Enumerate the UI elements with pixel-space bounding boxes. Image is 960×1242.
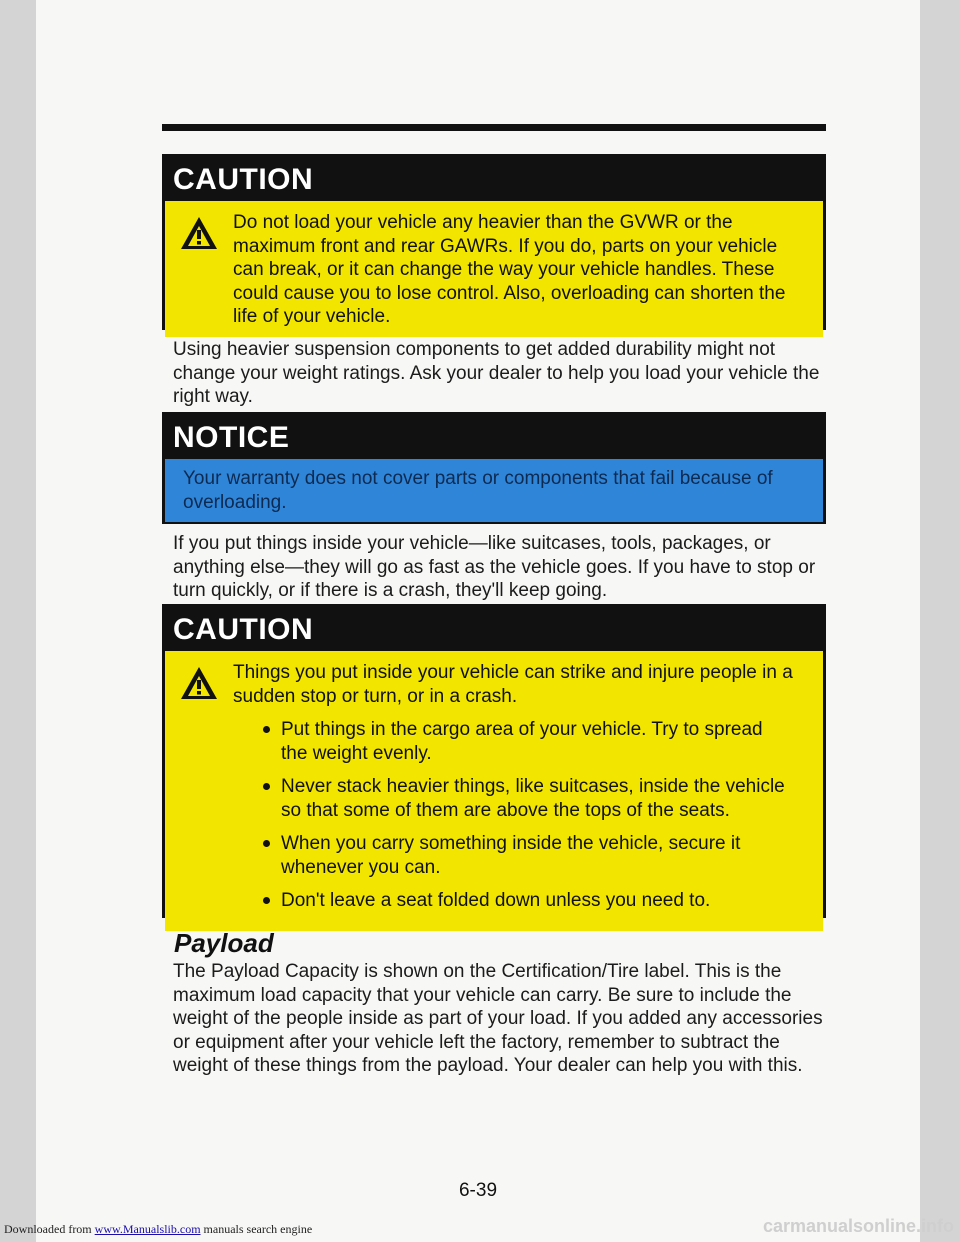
- paragraph-loose-items: If you put things inside your vehicle—like suitcases, tools, packages, or anything else—they will go as fast as the vehicle goes. If you have to stop or turn quickly, or if there is a crash, they'll keep going.: [173, 533, 816, 601]
- bullet-item: Never stack heavier things, like suitcases, inside the vehicle so that some of them are above the tops of the seats.: [263, 775, 793, 822]
- paragraph-suspension: Using heavier suspension components to get added durability might not change your weight ratings. Ask your dealer to help you load your vehicle the right way.: [173, 339, 820, 407]
- bullet-item: Put things in the cargo area of your vehicle. Try to spread the weight evenly.: [263, 718, 793, 765]
- notice-header: NOTICE: [165, 415, 823, 459]
- notice-box: [162, 412, 826, 524]
- caution-body: [165, 651, 823, 931]
- caution-header: CAUTION: [165, 607, 823, 651]
- caution-box-2: [162, 604, 826, 918]
- caution-text: Do not load your vehicle any heavier than the GVWR or the maximum front and rear GAWRs. If you do, parts on your vehicle can break, or it can change the way your vehicle handles. These could cause you to lose control. Also, overloading can shorten the life of your vehicle.: [233, 212, 786, 327]
- manual-page: [36, 0, 920, 1242]
- manualslib-link[interactable]: www.Manualslib.com: [94, 1222, 201, 1236]
- bullet-item: Don't leave a seat folded down unless you need to.: [263, 889, 793, 913]
- caution-box-1: [162, 154, 826, 330]
- caution-body: [165, 201, 823, 337]
- caution-bullet-list: [233, 718, 793, 913]
- footer-prefix: Downloaded from: [4, 1222, 92, 1236]
- notice-text: Your warranty does not cover parts or components that fail because of overloading.: [183, 468, 773, 513]
- paragraph-payload: The Payload Capacity is shown on the Certification/Tire label. This is the maximum load capacity that your vehicle can carry. Be sure to include the weight of the people inside as part of your load. If you added any accessories or equipment after your vehicle left the factory, remember to subtract the weight of these things from the payload. Your dealer can help you with this.: [173, 961, 823, 1076]
- watermark: carmanualsonline.info: [762, 1216, 954, 1236]
- top-rule: [162, 124, 826, 131]
- download-footer: [4, 1222, 312, 1237]
- page-number: 6-39: [458, 1180, 498, 1201]
- warning-triangle-icon: [179, 215, 219, 251]
- section-heading-payload: Payload: [174, 928, 274, 958]
- bullet-item: When you carry something inside the vehicle, secure it whenever you can.: [263, 832, 793, 879]
- notice-body: [165, 459, 823, 522]
- footer-suffix: manuals search engine: [203, 1222, 313, 1236]
- caution-header: CAUTION: [165, 157, 823, 201]
- warning-triangle-icon: [179, 665, 219, 701]
- caution-text: Things you put inside your vehicle can strike and injure people in a sudden stop or turn, or in a crash.: [233, 662, 793, 707]
